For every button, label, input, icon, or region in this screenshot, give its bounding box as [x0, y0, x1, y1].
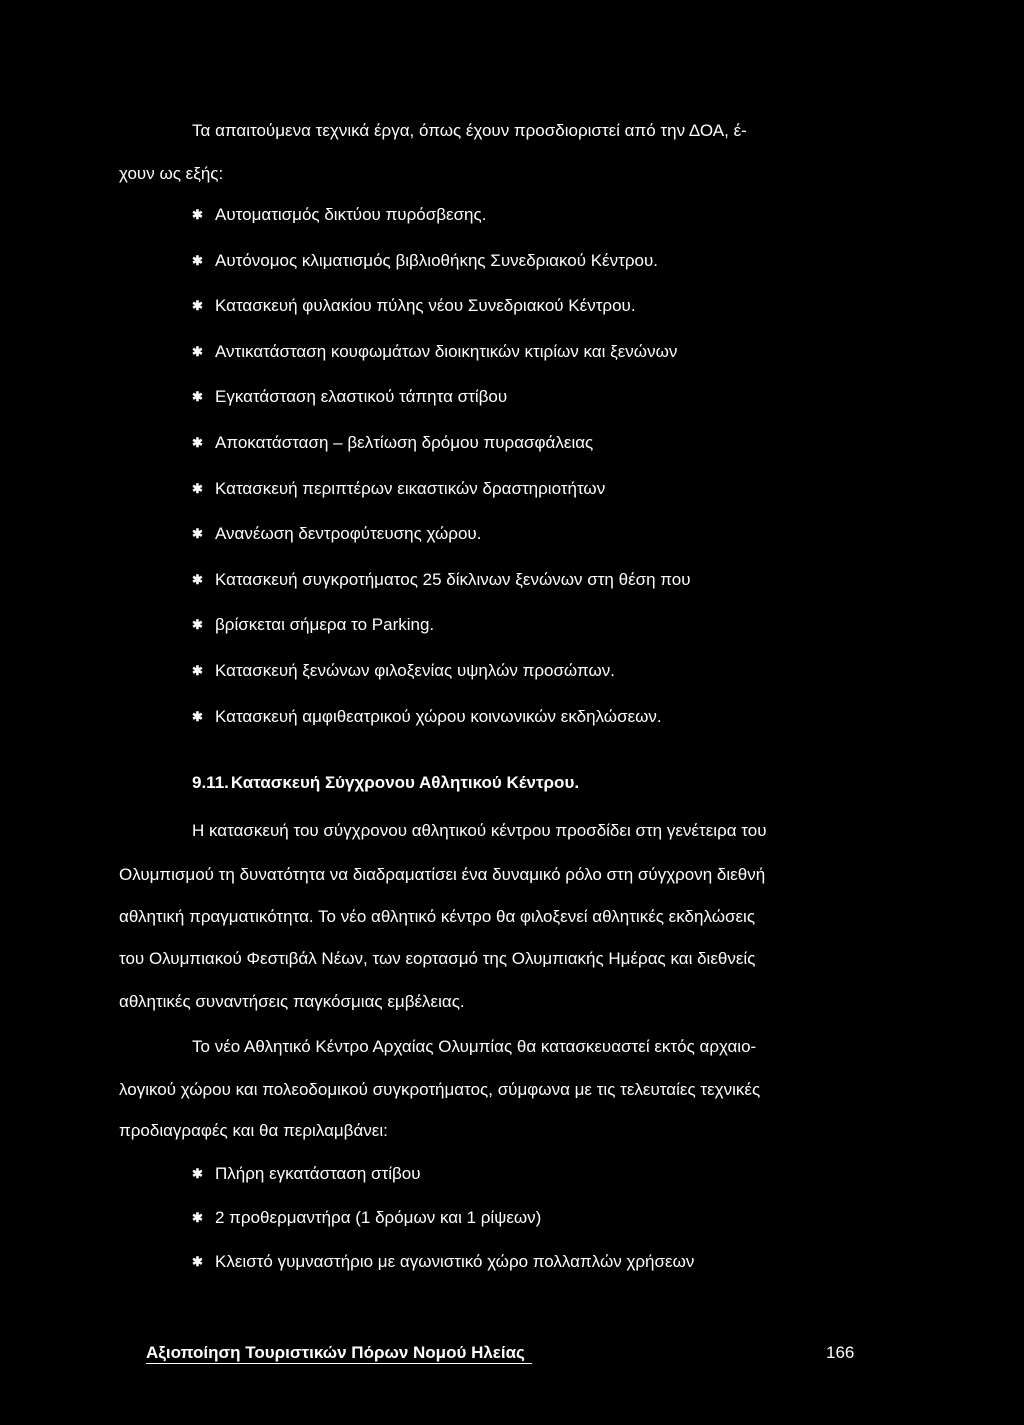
list-item	[192, 343, 691, 389]
list-item-text: Ανανέωση δεντροφύτευσης χώρου.	[215, 524, 482, 544]
paragraph-line: Η κατασκευή του σύγχρονου αθλητικού κέντρου προσδίδει στη γενέτειρα του	[192, 821, 767, 840]
section-heading	[192, 773, 579, 793]
asterisk-bullet-icon: ✱	[192, 1166, 203, 1181]
footer-title: Αξιοποίηση Τουριστικών Πόρων Νομού Ηλείας	[146, 1343, 525, 1362]
list-item	[192, 571, 691, 617]
list-item-text: 2 προθερμαντήρα (1 δρόμων και 1 ρίψεων)	[215, 1208, 542, 1227]
list-item	[192, 1165, 694, 1209]
asterisk-bullet-icon: ✱	[192, 434, 203, 450]
asterisk-bullet-icon: ✱	[192, 526, 203, 542]
list-item	[192, 206, 691, 252]
paragraph-line: λογικού χώρου και πολεοδομικού συγκροτήματος, σύμφωνα με τις τελευταίες τεχνικές	[119, 1080, 761, 1099]
asterisk-bullet-icon: ✱	[192, 662, 203, 678]
list-item	[192, 708, 691, 754]
paragraph-line: αθλητική πραγματικότητα. Το νέο αθλητικό κέντρο θα φιλοξενεί αθλητικές εκδηλώσεις	[119, 907, 756, 926]
list-item	[192, 1253, 694, 1297]
list-item-text: Αυτόνομος κλιματισμός βιβλιοθήκης Συνεδριακού Κέντρου.	[215, 250, 658, 270]
asterisk-bullet-icon: ✱	[192, 1210, 203, 1225]
asterisk-bullet-icon: ✱	[192, 617, 203, 633]
list-item	[192, 662, 691, 708]
paragraph-line: Ολυμπισμού τη δυνατότητα να διαδραματίσει ένα δυναμικό ρόλο στη σύγχρονη διεθνή	[119, 865, 766, 884]
facilities-list	[192, 1165, 694, 1297]
list-item-text: Αντικατάσταση κουφωμάτων διοικητικών κτιρίων και ξενώνων	[215, 341, 678, 361]
section-title: Κατασκευή Σύγχρονου Αθλητικού Κέντρου.	[230, 773, 580, 792]
page-number: 166	[826, 1343, 855, 1362]
section-number: 9.11.	[192, 773, 229, 792]
list-item	[192, 480, 691, 526]
list-item	[192, 297, 691, 343]
list-item-text: Κατασκευή αμφιθεατρικού χώρου κοινωνικών εκδηλώσεων.	[215, 706, 662, 726]
list-item	[192, 252, 691, 298]
list-item-text: Πλήρη εγκατάσταση στίβου	[215, 1164, 421, 1183]
list-item	[192, 388, 691, 434]
list-item-text: Κατασκευή συγκροτήματος 25 δίκλινων ξενώνων στη θέση που	[215, 569, 691, 589]
asterisk-bullet-icon: ✱	[192, 389, 203, 405]
works-list	[192, 206, 691, 753]
footer-underline	[146, 1363, 532, 1364]
asterisk-bullet-icon: ✱	[192, 571, 203, 587]
intro-line-2: χουν ως εξής:	[119, 164, 224, 183]
paragraph-line: του Ολυμπιακού Φεστιβάλ Νέων, των εορτασμό της Ολυμπιακής Ημέρας και διεθνείς	[119, 949, 756, 968]
list-item-text: Αυτοματισμός δικτύου πυρόσβεσης.	[215, 205, 487, 224]
list-item	[192, 434, 691, 480]
list-item-text: Κατασκευή περιπτέρων εικαστικών δραστηριοτήτων	[215, 478, 606, 498]
paragraph-line: Το νέο Αθλητικό Κέντρο Αρχαίας Ολυμπίας θα κατασκευαστεί εκτός αρχαιο-	[192, 1037, 757, 1056]
list-item-text: Κατασκευή ξενώνων φιλοξενίας υψηλών προσώπων.	[215, 660, 615, 680]
list-item	[192, 1209, 694, 1253]
list-item-text: Εγκατάσταση ελαστικού τάπητα στίβου	[215, 387, 508, 407]
paragraph-line: προδιαγραφές και θα περιλαμβάνει:	[119, 1121, 388, 1140]
asterisk-bullet-icon: ✱	[192, 207, 203, 222]
asterisk-bullet-icon: ✱	[192, 708, 203, 724]
asterisk-bullet-icon: ✱	[192, 480, 203, 496]
intro-line-1: Τα απαιτούμενα τεχνικά έργα, όπως έχουν προσδιοριστεί από την ΔΟΑ, έ-	[192, 121, 747, 140]
list-item-text: Αποκατάσταση – βελτίωση δρόμου πυρασφάλειας	[215, 432, 594, 452]
list-item	[192, 525, 691, 571]
list-item	[192, 616, 691, 662]
list-item-text: βρίσκεται σήμερα το Parking.	[215, 615, 435, 635]
asterisk-bullet-icon: ✱	[192, 298, 203, 314]
asterisk-bullet-icon: ✱	[192, 1254, 203, 1269]
asterisk-bullet-icon: ✱	[192, 343, 203, 359]
list-item-text: Κατασκευή φυλακίου πύλης νέου Συνεδριακού Κέντρου.	[215, 296, 636, 316]
list-item-text: Κλειστό γυμναστήριο με αγωνιστικό χώρο πολλαπλών χρήσεων	[215, 1252, 695, 1271]
paragraph-line: αθλητικές συναντήσεις παγκόσμιας εμβέλειας.	[119, 992, 465, 1011]
asterisk-bullet-icon: ✱	[192, 252, 203, 268]
